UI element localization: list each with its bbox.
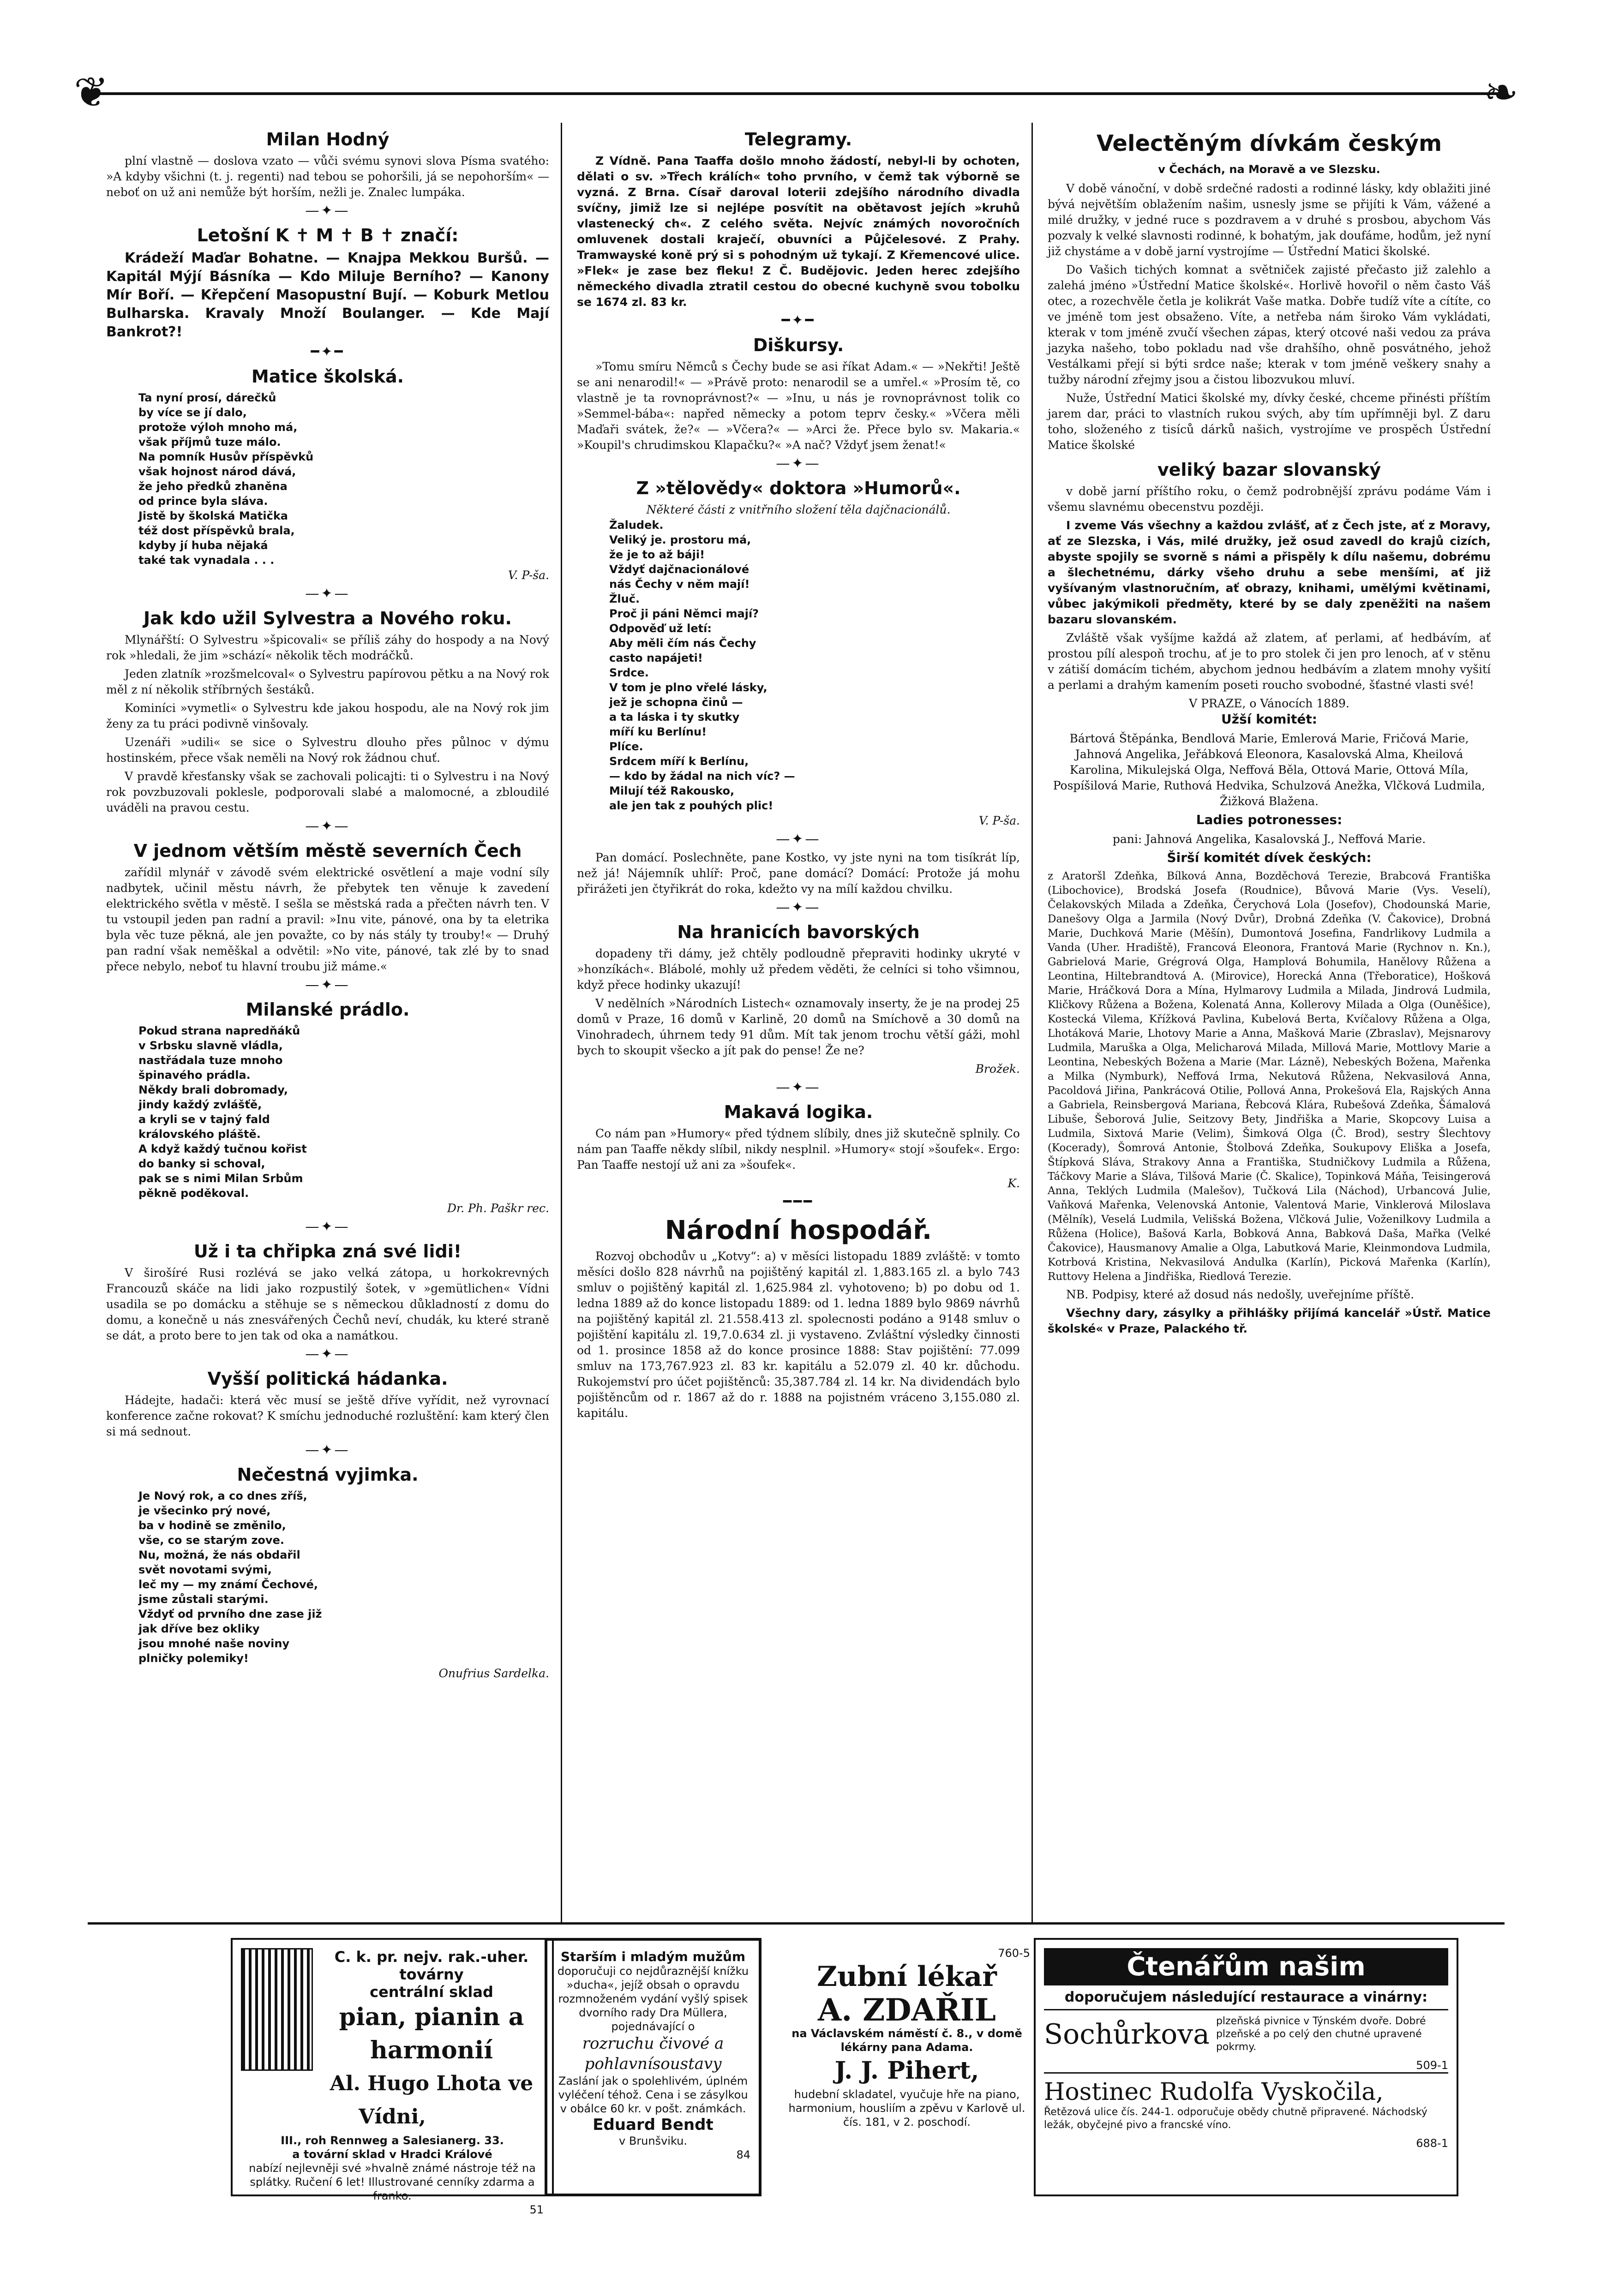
section-title: Matice školská. [251,366,404,387]
ad-text: doporučuji co nejdůraznější knížku »ducha«, jejíž obsah o opravdu rozmnoženém vydání vyšlý spisek dvorního rady Dra Müllera, pojednávající o [557,1965,749,2033]
paragraph: v době jarní příštího roku, o čemž podrobnější zprávu podáme Vám i všemu slavnému obecenstvu později. [1048,484,1491,514]
ad-number: 84 [736,2148,750,2161]
section-title: Milan Hodný [266,129,390,149]
paragraph: Co nám pan »Humory« před týdnem slíbily, dnes již skutečně splnily. Co nám pan Taaffe někdy slíbil, nikdy nesplnil. »Humory« stojí »šoufek«. Ergo: Pan Taaffe nestojí už ani za »šoufek«. [577,1127,1020,1172]
paragraph: Pan domácí. Poslechněte, pane Kostko, vy jste nyni na tom tisíkrát líp, než já! Nájemník uhlíř: Proč, pane domácí? Domácí: Protože já mohu přirážeti jen čtyřikrát do roka, kdežto vy na mílí každou chvilku. [577,851,1020,896]
column-1 [106,123,549,1681]
separator-icon: ━━━ [783,1194,814,1210]
restaurant-name: Hostinec Rudolfa Vyskočila, [1044,2078,1384,2106]
newspaper-page [74,68,1518,1927]
column-3 [1048,123,1491,1339]
ad-headline: Zubní lékař [817,1961,997,1993]
paragraph: Mlynářští: O Sylvestru »špicovali« se příliš záhy do hospody a na Nový rok »hledali, že jim »schází« několik těch modráčků. [106,633,549,662]
corner-ornament-left-icon: ❦ [74,68,109,117]
separator-icon: ━✦━ [311,344,345,360]
section-title: Milanské prádlo. [246,999,410,1020]
restaurant-entry [1044,2072,1448,2136]
separator-icon: —✦— [305,1346,350,1362]
signature: Dr. Ph. Paškr rec. [447,1202,549,1215]
column-2 [577,123,1020,1424]
member-list: pani: Jahnová Angelika, Kasalovská J., Neffová Marie. [1112,832,1426,846]
section-title: Národní hospodář. [665,1215,932,1245]
section-title: Velectěným dívkám českým [1096,131,1442,156]
ad-headline: rozruchu čivové a pohlavnísoustavy [582,2034,724,2073]
subtitle: Některé části z vnitřního složení těla dajčnacionálů. [646,503,951,516]
ad-text: III., roh Rennweg a Salesianerg. 33. [281,2134,504,2147]
paragraph: Zvláště však vyšíjme každá až zlatem, ať perlami, ať hedbávím, ať prostou pílí alespoň trochu, ať je to pro stolek či jen pro lenoch, ať v stěnu v zátiší domácím tichém, abychom jednou hedbávím a zlatem mnohy vyšití a perlami a drahým kamením poseti roucho svobodné, šťastné vlasti své! [1048,631,1491,692]
ad-number: 51 [529,2203,544,2216]
ad-text: C. k. pr. nejv. rak.-uher. továrny [334,1948,529,1983]
ad-headline: J. J. Pihert, [834,2057,979,2085]
corner-ornament-right-icon: ❧ [1483,68,1518,117]
ad-text: na Václavském náměstí č. 8., v domě lékárny pana Adama. [792,2027,1022,2054]
separator-icon: —✦— [305,977,350,993]
poem: Pokud strana napredňáků v Srbsku slavně vládla, nastřádala tuze mnoho špinavého prádla. Někdy brali dobromady, jindy každý zvlášťě, a kryli se v tajný fald královského pláště. A když každý tučnou kořist do banky si schoval, pak se s nimi Milan Srbům pěkně poděkoval. [138,1024,307,1200]
ad-headline: pian, pianin a harmonií [339,2003,524,2064]
ad-text: hudební skladatel, vyučuje hře na piano, harmonium, housliím a zpěvu v Karlově ul. čís. 181, v 2. poschodí. [788,2088,1025,2129]
harmonium-illustration-icon [241,1948,313,2071]
section-title: Ladies potronesses: [1196,812,1343,827]
section-title: Telegramy. [744,129,852,149]
advertisement-booklet [545,1938,762,2196]
section-title: Už i ta chřipka zná své lidi! [193,1241,462,1262]
separator-icon: —✦— [776,831,821,847]
ad-number: 688-1 [1416,2137,1448,2150]
separator-icon: —✦— [305,1219,350,1235]
note: Všechny dary, zásylky a přihlášky přijímá kancelář »Ústř. Matice školské« v Praze, Palackého tř. [1048,1306,1491,1335]
page-bottom-rule [88,1922,1505,1925]
separator-icon: —✦— [305,203,350,219]
signature: Onufrius Sardelka. [438,1667,549,1680]
ad-number: 760-5 [998,1947,1030,1960]
separator-icon: —✦— [305,818,350,834]
paragraph: Z Vídně. Pana Taaffa došlo mnoho žádostí, nebyl-li by ochoten, dělati o sv. »Třech králích« toho prvního, v čemž tak výborně se vyzná. Z Brna. Císař daroval loterii zdejšího národního divadla svíčny, jimiž lze si nejlépe posvítit na obětavost jejích »kruhů vlastenecký ch«. Z celého světa. Nejvíc známých novoročních omluvenek dostali kraječí, obuvníci a Půjčelesové. Z Prahy. Tramwayské koně prý si s pohodným už tykají. Z Křemencové ulice. »Flek« je zase bez fleku! Z Č. Budějovic. Jeden herec zdejšího německého divadla ztratil cestou do obecné kuchyně svou tobolku se 1674 zl. 83 kr. [577,154,1020,309]
separator-icon: —✦— [776,899,821,915]
ad-text: doporučujem následující restaurace a vinárny: [1064,1989,1428,2005]
section-title: veliký bazar slovanský [1157,460,1381,480]
signature: K. [1007,1177,1020,1190]
ad-headline: Starším i mladým mužům [560,1949,746,1964]
paragraph: V pravdě křesťansky však se zachovali policajti: ti o Sylvestru i na Nový rok povzbuzovali poklesle, podporovali slabé a malomocné, a zbloudilé uváděli na pravou cestu. [106,770,549,814]
ad-text: centrální sklad [370,1983,493,2001]
paragraph: Jeden zlatník »rozšmelcoval« o Sylvestru papírovou pětku a na Nový rok měl z ní několik stříbrných šestáků. [106,667,549,696]
ad-text: Zaslání jak o spolehlivém, úplném vyléčení téhož. Cena i se zásylkou v obálce 60 kr. v pošt. známkách. [558,2075,748,2115]
separator-icon: —✦— [776,1079,821,1095]
section-title: Diškursy. [753,335,844,355]
section-title: Nečestná vyjimka. [237,1465,419,1485]
column-divider [1031,123,1033,1922]
separator-icon: ━✦━ [781,312,815,329]
paragraph: Hádejte, hadači: která věc musí se ještě dříve vyřídit, než vyrovnací konference začne rokovat? K smíchu jednoduché rozluštění: kam který člen si má sednout. [106,1393,549,1438]
advertisement-dentist [775,1938,1038,2196]
paragraph: »Tomu smíru Němců s Čechy bude se asi říkat Adam.« — »Nekřti! Ještě se ani nenarodil!« — »Právě proto: nenarodil se a umřel.« »Prosím tě, co vlastně je ta rovnoprávnost?« — »Inu, u nás je rovnoprávnost tolik co »Semmel-bába«: napřed německy a potom teprv česky.« »Včera měli Maďaři svátek, že?« — »Včera?« — »Arci že. Přece bylo sv. Makaria.« »Koupil's chrudimskou Klapačku?« »A nač? Vždyť jsem ženat!« [577,360,1020,452]
section-title: Širší komitét dívek českých: [1167,850,1372,865]
section-title: Z »tělovědy« doktora »Humorů«. [636,478,961,498]
paragraph: Rozvoj obchodův u „Kotvy“: a) v měsíci listopadu 1889 zvláště: v tomto měsíci došlo 828 návrhů na pojištěný kapitál zl. 1,883.165 zl. a bylo 743 smluv o pojištěný kapitál zl. 1,625.984 zl. vyhotoveno; b) po dobu od 1. ledna 1889 až do konce listopadu 1889: od 1. ledna 1889 bylo 9869 návrhů na pojištěný kapitál zl. 21.558.413 zl. spolecnosti podáno a 9148 smluv o pojištění kapitálu zl. 19,7.0.634 zl. ji vystaveno. Zvláštní výsledky činnosti od 1. prosince 1858 až do konce prosince 1888: Stav pojištění: 77.099 smluv na 173,767.923 zl. 83 kr. kapitálu a 52.079 zl. 40 kr. důchodu. Rukojemství pro účet pojištěnců: 35,387.784 zl. 14 kr. Na dividendách bylo pojištěncům od r. 1867 až do r. 1888 na pojistném vráceno 3,155.080 zl. kapitálu. [577,1250,1020,1420]
ad-headline: A. ZDAŘIL [818,1992,996,2028]
paragraph: V době vánoční, v době srdečné radosti a rodinné lásky, kdy oblažiti jiné bývá největším oblažením našim, usnesly jsme se přijíti k Vám, vážené a milé družky, v jedné ruce s pozdravem a v druhé s prosbou, abychom Vás pozvaly k velké slavnosti rodinné, k bohatým, jak doufáme, hodům, jež nyní již chystáme a v době jarní vystrojíme — Ústřední Matici školské. [1048,182,1491,258]
member-list: z Aratoršl Zdeňka, Bílková Anna, Bozděchová Terezie, Brabcová Františka (Libochovice), Brodská Josefa (Roudnice), Bůvová Marie (Vys. Veselí), Čelakovských Milada a Zdeňka, Čerychová Lola (Josefov), Chodounská Marie, Danešovy Olga a Jarmila (Nový Dvůr), Drobná Zdeňka (V. Čakovice), Drobná Marie, Duchková Marie (Měšín), Dumontová Josefina, Fandrlikovy Ludmila a Vanda (Uher. Hradiště), Francová Eleonora, Frantová Marie (Rychnov n. Kn.), Gabrielová Marie, Grégrová Olga, Hamplová Bohumila, Hanělovy Růžena a Leontina, Hiltebrandtová A. (Mirovice), Horecká Anna (Třeboratice), Hošková Marie, Hráčková Dora a Mína, Hylmarovy Ludmila a Milada, Jindrová Ludmila, Kličkovy Růžena a Božena, Kolenatá Anna, Kollerovy Milada a Olga (Ouněšice), Kostecká Vilema, Křížková Pavlina, Kubelová Berta, Kvíčalovy Růžena a Olga, Lhotáková Marie, Lhotovy Marie a Anna, Mašková Marie (Zbraslav), Mejsnarovy Ludmila, Maruška a Olga, Melicharová Milada, Millová Marie, Mottlovy Marie a Leontina, Nebeských Božena a Marie (Mar. Lázně), Nebeských Božena, Mařenka a Milka (Nymburk), Neffová Irma, Nekutová Růžena, Nekvasilová Anna, Pacoldová Jiřina, Pankrácová Otilie, Pollová Anna, Prokešová Ela, Rajských Anna a Gabriela, Reinsbergová Mariana, Řebcová Klára, Rubešová Zdeňka, Šámalová Libuše, Šeborová Julie, Seitzovy Bety, Jindřiška a Marie, Skopcovy Luisa a Ludmila, Sixtová Marie (Velim), Šimková Olga (Č. Brod), sestry Šlechtovy (Kocerady), Šomrová Antonie, Štolbová Zdeňka, Soukupovy Eliška a Josefa, Štípková Sláva, Strakovy Anna a Františka, Studničkovy Ludmila a Růžena, Táčkovy Marie a Sláva, Tilšová Marie (Č. Skalice), Topinková Máňa, Teisingerová Anna, Teklých Ludmila (Malešov), Tučková Lila (Náchod), Urbancová Julie, Vaňková Mařenka, Velenovská Antonie, Valentová Marie, Vinklerová Miloslava (Mělník), Veselá Ludmila, Velišská Božena, Vlčková Julie, Voženilkovy Ludmila a Růžena (Holice), Bašová Karla, Bobková Anna, Babková Daša, Mařka (Velké Čakovice), Hausmanovy Amalie a Olga, Labutková Marie, Kleinmondova Ludmila, Kotrbová Kristina, Nekvasilová Andulka (Karlín), Picková Mařenka (Karlín), Ruttovy Helena a Jindřiška, Riedlová Terezie. [1048,870,1491,1283]
paragraph: Uzenáři »udili« se sice o Sylvestru dlouho přes půlnoc v dýmu hostinském, přece však neměli na Nový rok žádnou chuť. [106,735,549,765]
paragraph: plní vlastně — doslova vzato — vůči svému synovi slova Písma svatého: »A kdyby všichni (t. j. regenti) nad tebou se pohoršili, já se nepohorším« — neboť on už ani nemůže být horším, nežli je. Znalec lumpáka. [106,154,549,199]
paragraph: zařídil mlynář v závodě svém elektrické osvětlení a maje vodní síly nadbytek, učinil městu návrh, že přebytek ten věnuje k zavedení elektrického světla v městě. I sešla se městská rada a přečten návrh ten. V tu vstoupil jeden pan radní a pravil: »Inu vite, pánové, ona by ta eletrika byla věc tuze pěkná, ale jen považte, co by nás stály ty trouby!« — Druhý pan radní však neměškal a odvětil: »No vite, pánové, tak zlé by to snad přece nebylo, neboť tu hlavní troubu již máme.« [106,866,549,973]
ad-text: nabízí nejlevněji své »hvalně známé nástroje též na splátky. Ručení 6 let! Illustrované cenníky zdarma a franko. [249,2162,536,2202]
paragraph: dopadeny tři dámy, jež chtěly podloudně přepraviti hodinky ukryté v »honzíkách«. Blábolé, mohly už předem věděti, že celníci si toho všimnou, když přece hodinky ukazují! [577,947,1020,992]
separator-icon: —✦— [305,586,350,602]
paragraph: V širošíré Rusi rozlévá se jako velká zátopa, u horkokrevných Francouzů skáče na lidi jako rozpustilý šotek, v »gemütlichen« Vídni usadila se po domácku a stěhuje se s německou důkladností z domu do domu, a konečně u nás znesvářených Čechů neví, chudák, ku které straně se dát, a proto bere to jen tak od oka a namátkou. [106,1266,549,1342]
advertisement-restaurants [1034,1938,1458,2196]
column-divider [561,123,562,1922]
paragraph: Kominíci »vymetli« o Sylvestru kde jakou hospodu, ale na Nový rok jim ženy za tu práci podivně vinšovaly. [106,701,549,730]
separator-icon: —✦— [305,1442,350,1458]
paragraph: Nuže, Ústřední Matici školské my, dívky české, chceme přinésti příštím jarem dar, práci to vlastních rukou svých, aby tím upřímněji byl. Z daru toho, složeného z tisíců dárků našich, vystrojíme ve prospěch Ústřední Matice školské [1048,391,1491,452]
section-title: Na hranicích bavorských [677,922,920,942]
paragraph: V nedělních »Národních Listech« oznamovaly inserty, že je na prodej 25 domů v Praze, 16 domů v Karlině, 20 domů na Smíchově a 30 domů na Vinohradech, úhrnem tedy 91 dům. Mít tak jenom trochu větší gáži, mohl bych to skoupit všecko a jít pak do pense! Že ne? [577,997,1020,1057]
note: NB. Podpisy, které až dosud nás nedošly, uveřejníme příště. [1066,1288,1415,1301]
poem: Je Nový rok, a co dnes zříš, je všecinko prý nové, ba v hodině se změnilo, vše, co se starým zove. Nu, možná, že nás obdařil svět novotami svými, leč my — my známí Čechové, jsme zůstali starými. Vždyť od prvního dne zase již jak dříve bez okliky jsou mnohé naše noviny plničky polemiky! [138,1489,322,1665]
ad-text: v Brunšviku. [619,2135,687,2147]
section-title: Letošní K ✝ M ✝ B ✝ značí: [197,225,459,245]
signature: V. P-ša. [978,814,1020,827]
restaurant-description: plzeňská pivnice v Týnském dvoře. Dobré plzeňské a po celý den chutné upravené pokrmy. [1216,2015,1426,2053]
ad-headline: Eduard Bendt [593,2116,714,2134]
ad-headline: Čtenářům našim [1044,1948,1448,1985]
subtitle: v Čechách, na Moravě a ve Slezsku. [1158,163,1380,176]
member-list: Bártová Štěpánka, Bendlová Marie, Emlerová Marie, Fričová Marie, Jahnová Angelika, Jeřábková Eleonora, Kasalovská Alma, Kheilová Karolina, Mikulejská Olga, Neffová Běla, Ottová Marie, Ottová Míla, Pospíšilová Marie, Ruthová Hedvika, Schulzová Anežka, Vlčková Ludmila, Žižková Blažena. [1053,732,1486,808]
paragraph: I zveme Vás všechny a každou zvlášť, ať z Čech jste, ať z Moravy, ať ze Slezska, i Vás, milé družky, jež osud zavedl do krajů cizích, abyste spojily se svorně s námi a přispěly k dílu našemu, dobrému a šlechetnému, dárky všeho druhu a sebe menšími, ať již vyšívaným vlastnoručním, ať obrazy, knihami, umělými květinami, vůbec jakýmikoli předměty, které by se daly zpeněžiti na našem bazaru slovanském. [1048,519,1491,626]
section-title: Jak kdo užil Sylvestra a Nového roku. [144,608,512,628]
section-title: Vyšší politická hádanka. [207,1369,448,1389]
section-title: Makavá logika. [724,1102,873,1122]
section-title: Užší komitét: [1221,712,1317,727]
restaurant-name: Sochůrkova [1044,2018,1210,2051]
ad-headline: Al. Hugo Lhota ve Vídni, [330,2072,534,2129]
separator-icon: —✦— [776,455,821,472]
ad-text: a tovární sklad v Hradci Králové [292,2148,492,2161]
signature: V. P-ša. [508,568,549,582]
poem: Žaludek. Veliký je. prostoru má, že je to až báji! Vždyť dajčnacionálové nás Čechy v něm mají! Žluč. Proč ji páni Němci mají? Odpověď už letí: Aby měli čím nás Čechy casto napájeti! Srdce. V tom je plno vřelé lásky, jež je schopna činů — a ta láska i ty skutky míří ku Berlínu! Plíce. Srdcem míří k Berlínu, — kdo by žádal na nich víc? — Milují též Rakousko, ale jen tak z pouhých plic! [609,519,795,812]
poem: Ta nyní prosí, dárečků by více se jí dalo, protože výloh mnoho má, však příjmů tuze málo. Na pomník Husův příspěvků však hojnost národ dává, že jeho předků zhaněna od prince byla sláva. Jistě by školská Matička též dost příspěvků brala, kdyby jí huba nějaká také tak vynadala . . . [138,391,314,567]
dateline: V PRAZE, o Vánocích 1889. [1189,697,1349,710]
paragraph: Do Vašich tichých komnat a světniček zajisté přečasto již zalehlo a zalehá jméno »Ústřední Matice školské«. Horlivě hovořil o něm často Váš otec, a rozechvěle četla je kolikrát Vaše matka. Dobře tudíž víte a cítíte, co ve jméně tom jest obsaženo. Víte, a netřeba nám široko Vám vykládati, kterak v tom jméně zvučí všechen zápas, který otcové naši vedou za práva jazyka našeho, tobo pokladu nad vše drahšího, ohně posvátného, jehož Vestálkami přejí si býti srdce naše; kterak v tom jméně veškery snahy a tužby národní zřejmy jsou a čistou libozvukou mluví. [1048,263,1491,386]
restaurant-entry [1044,2009,1448,2058]
paragraph: Krádeží Maďar Bohatne. — Knajpa Mekkou Buršů. — Kapitál Mýjí Básníka — Kdo Miluje Berního? — Kanony Mír Boří. — Křepčení Masopustní Bují. — Koburk Metlou Bulharska. Kravaly Množí Boulanger. — Kde Mají Bankrot?! [106,250,549,340]
ad-number: 509-1 [1416,2059,1448,2072]
signature: Brožek. [975,1062,1020,1076]
restaurant-description: Řetězová ulice čís. 244-1. odporučuje obědy chutně připravené. Náchodský ležák, obyčejné pivo a francské víno. [1044,2106,1427,2131]
advertisement-pianos [231,1938,554,2216]
section-title: V jednom větším městě severních Čech [133,841,522,861]
